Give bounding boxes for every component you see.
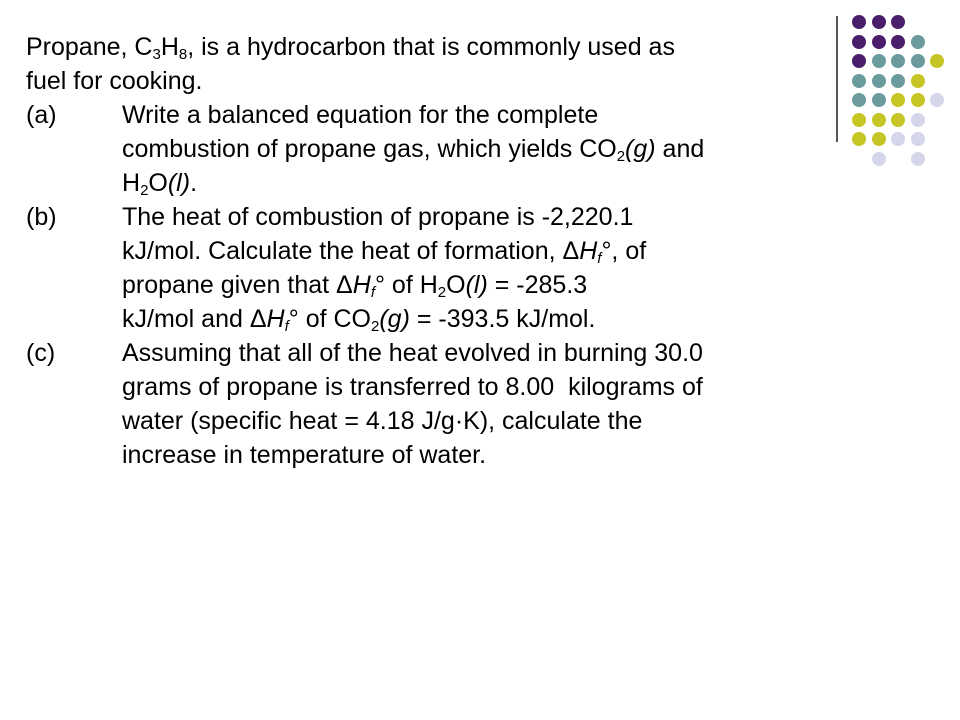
part-b-line-1: The heat of combustion of propane is -2,220.1	[122, 203, 634, 231]
decorative-dot	[891, 74, 905, 88]
part-c	[26, 336, 856, 472]
part-a-label: (a)	[26, 101, 57, 129]
part-a-line-2: combustion of propane gas, which yields $CO_2(g)$ and	[122, 135, 705, 165]
problem-text	[26, 30, 856, 472]
part-a-line-1: Write a balanced equation for the complete	[122, 101, 599, 129]
part-b-line-2: kJ/mol. Calculate the heat of formation, $\Delta H_f^\circ$, of	[122, 237, 647, 267]
decorative-dot	[852, 15, 866, 29]
decorative-dot	[872, 35, 886, 49]
decorative-dot	[911, 93, 925, 107]
decorative-dot	[911, 132, 925, 146]
part-b-line-4: kJ/mol and $\Delta H_f^\circ$ of $CO_2(g) = -393.5$ kJ/mol.	[122, 305, 596, 335]
decorative-dot	[891, 54, 905, 68]
part-c-line-1: Assuming that all of the heat evolved in burning 30.0	[122, 339, 703, 367]
decorative-dot	[891, 93, 905, 107]
decorative-dot	[911, 113, 925, 127]
decorative-dot	[891, 15, 905, 29]
part-c-label: (c)	[26, 339, 56, 367]
part-b	[26, 200, 856, 336]
decorative-dot	[872, 15, 886, 29]
decorative-dot	[911, 74, 925, 88]
intro-line-2: fuel for cooking.	[26, 67, 203, 95]
part-c-line-3: water (specific heat = 4.18 J/g·K), calculate the	[122, 407, 643, 435]
decorative-dot	[911, 54, 925, 68]
decorative-dot	[911, 152, 925, 166]
decorative-dot	[930, 54, 944, 68]
part-c-line-2: grams of propane is transferred to 8.00 kilograms of	[122, 373, 703, 401]
decorative-dot	[872, 74, 886, 88]
part-c-line-4: increase in temperature of water.	[122, 441, 487, 469]
decorative-dot	[891, 113, 905, 127]
decorative-dot	[872, 93, 886, 107]
part-b-label: (b)	[26, 203, 57, 231]
decorative-dot	[891, 35, 905, 49]
part-a	[26, 98, 856, 200]
decorative-dot	[872, 132, 886, 146]
decorative-dot	[872, 113, 886, 127]
part-b-line-3: propane given that $\Delta H_f^\circ$ of $H_2O(l) = -285.3$	[122, 271, 588, 301]
intro-line-1: Propane, $C_3H_8$, is a hydrocarbon that is commonly used as	[26, 33, 675, 63]
decorative-dot	[872, 152, 886, 166]
decorative-dot	[930, 93, 944, 107]
part-a-line-3: $H_2O(l)$.	[122, 169, 198, 199]
decorative-dot	[911, 35, 925, 49]
decorative-dot	[872, 54, 886, 68]
decorative-dot	[891, 132, 905, 146]
